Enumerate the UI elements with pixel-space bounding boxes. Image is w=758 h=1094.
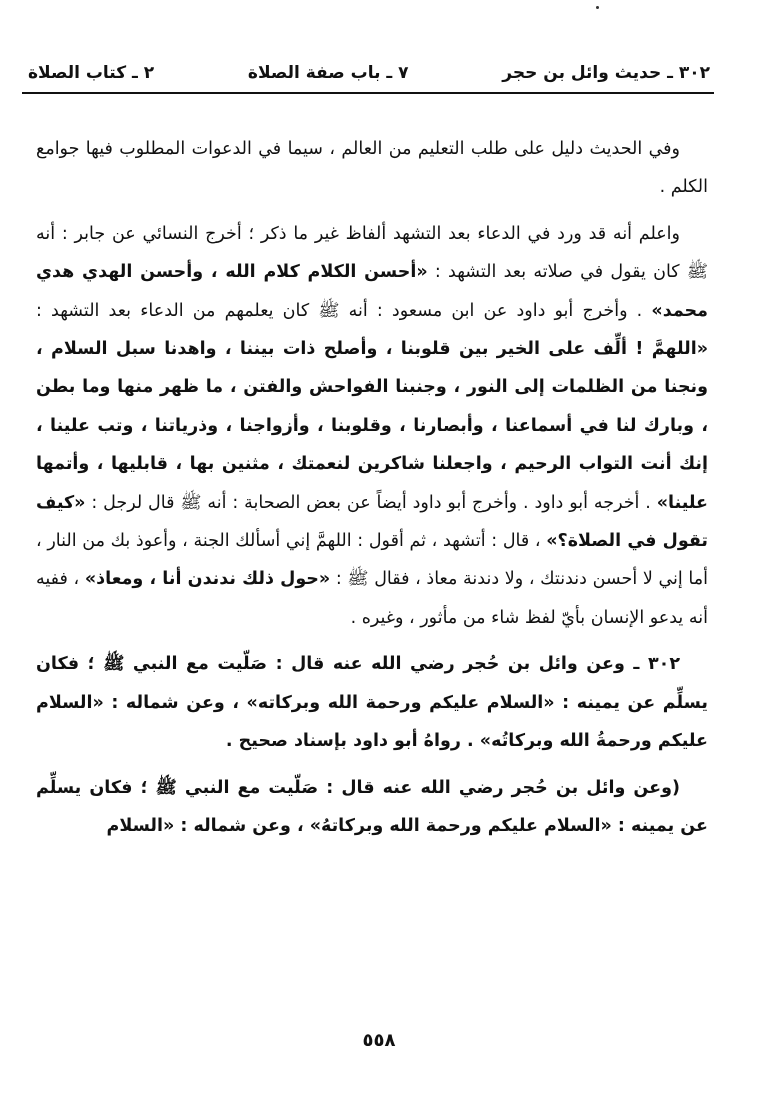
paragraph-2-text-c: . وأخرج أبو داود عن ابن مسعود : أنه ﷺ كان يعلمهم من الدعاء بعد التشهد :	[36, 300, 652, 321]
header-rule	[22, 92, 714, 94]
paragraph-1: وفي الحديث دليل على طلب التعليم من العالم ، سيما في الدعوات المطلوب فيها جوامع الكلم .	[36, 139, 708, 198]
scan-speck	[596, 6, 599, 9]
paragraph-2-quote-f: «كيف تقول في الصلاة؟»	[36, 492, 709, 552]
paragraph-2-text-i: ، ففيه أنه يدعو الإنسان بأيّ لفظ شاء من مأثور ، وغيره .	[36, 569, 708, 628]
hadith-302: ٣٠٢ ـ وعن وائل بن حُجر رضي الله عنه قال : صَلّيت مع النبي ﷺ ؛ فكان يسلِّم عن يمينه : «السلام عليكم ورحمة الله وبركاته» ، وعن شماله : «السلام عليكم ورحمةُ الله وبركاتُه» . رواهُ أبو داود بإسناد صحيح .	[36, 654, 708, 752]
running-header	[28, 58, 710, 88]
paragraph-2-text-e: . أخرجه أبو داود . وأخرج أبو داود أيضاً عن بعض الصحابة : أنه ﷺ قال لرجل :	[85, 492, 657, 513]
paragraph-2-text-g: ، قال : أتشهد ، ثم أقول : اللهمَّ إني أسألك الجنة ، وأعوذ بك من النار ، أما إني لا أحسن دندنتك ، ولا دندنة معاذ ، فقال ﷺ :	[36, 531, 709, 590]
header-book-title: ٢ ـ كتاب الصلاة	[28, 63, 155, 83]
paragraph-2-quote-a: «أحسن الكلام كلام الله ، وأحسن الهدي هدي محمد»	[36, 262, 708, 321]
paragraph-2-quote-h: «حول ذلك ندندن أنا ، ومعاذ»	[84, 569, 331, 590]
hadith-302-commentary-start: (وعن وائل بن حُجر رضي الله عنه قال : صَلّيت مع النبي ﷺ ؛ فكان يسلِّم عن يمينه : «السلام عليكم ورحمة الله وبركاتهُ» ، وعن شماله : «السلام	[36, 777, 708, 836]
paragraph-2-quote-d: «اللهمَّ ! ألِّف على الخير بين قلوبنا ، وأصلح ذات بيننا ، واهدنا سبل السلام ، ونجنا من الظلمات إلى النور ، وجنبنا الفواحش والفتن ، ما ظهر منها وما بطن ، وبارك لنا في أسماعنا ، وأبصارنا ، وقلوبنا ، وأزواجنا ، وذرياتنا ، وتب علينا ، إنك أنت التواب الرحيم ، واجعلنا شاكرين لنعمتك ، مثنين بها ، قابليها ، وأتمها علينا»	[36, 339, 708, 513]
main-text	[36, 130, 708, 853]
page-number: ٥٥٨	[362, 1030, 396, 1051]
header-hadith-title: ٣٠٢ ـ حديث وائل بن حجر	[502, 63, 710, 83]
paragraph-2-text-a: واعلم أنه قد ورد في الدعاء بعد التشهد ألفاظ غير ما ذكر ؛ أخرج النسائي عن جابر : أنه ﷺ كان يقول في صلاته بعد التشهد :	[36, 223, 708, 283]
paragraph-2	[36, 215, 708, 637]
header-chapter-title: ٧ ـ باب صفة الصلاة	[247, 63, 409, 83]
